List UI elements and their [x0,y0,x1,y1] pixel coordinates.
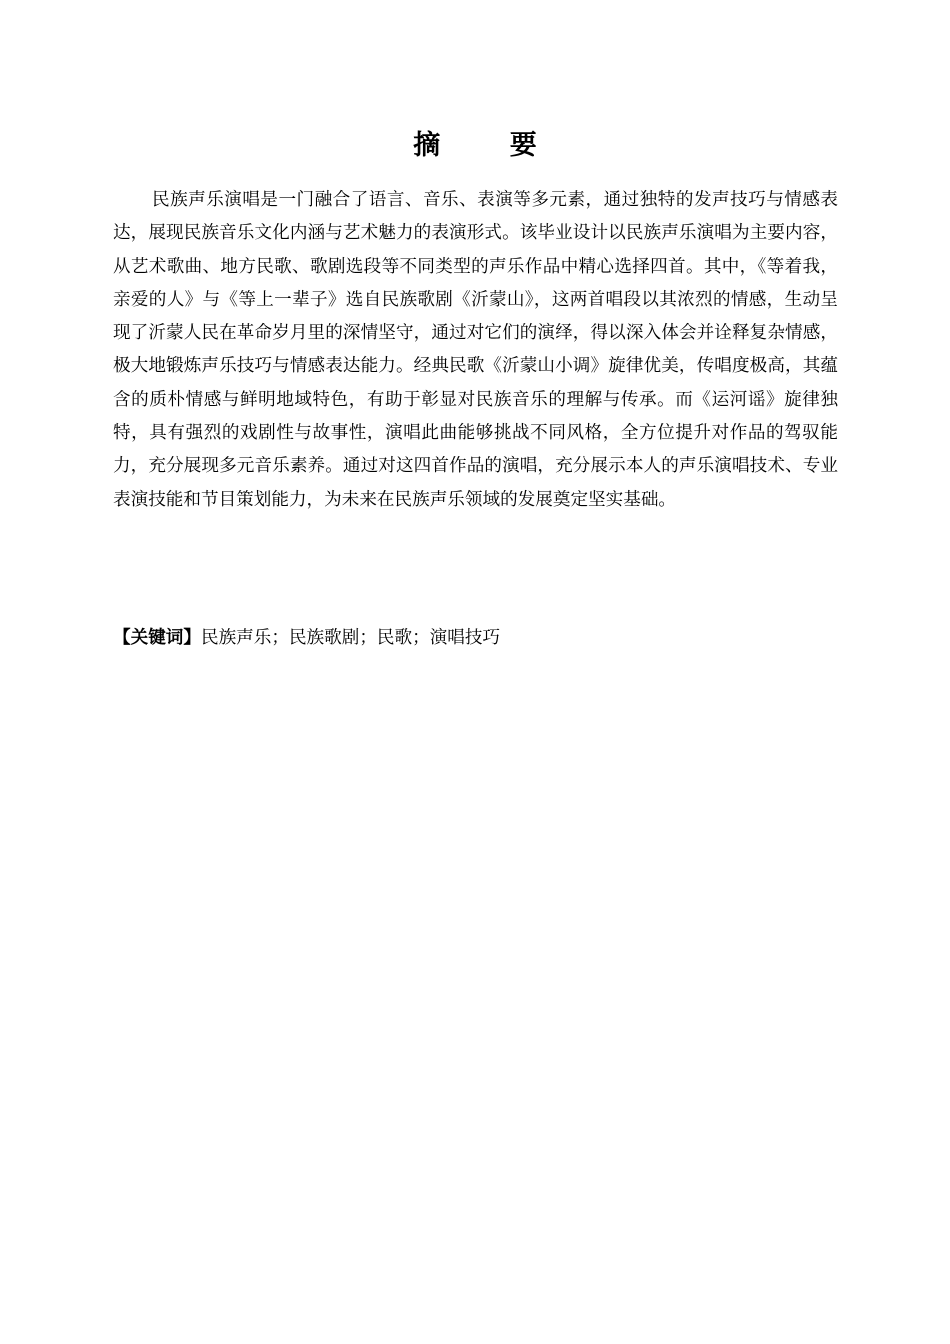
keywords-label: 【关键词】 [113,628,201,648]
page-title: 摘 要 [413,130,567,161]
abstract-paragraph: 民族声乐演唱是一门融合了语言、音乐、表演等多元素，通过独特的发声技巧与情感表达，展现民族音乐文化内涵与艺术魅力的表演形式。该毕业设计以民族声乐演唱为主要内容，从艺术歌曲、地方民歌、歌剧选段等不同类型的声乐作品中精心选择四首。其中，《等着我，亲爱的人》与《等上一辈子》选自民族歌剧《沂蒙山》，这两首唱段以其浓烈的情感，生动呈现了沂蒙人民在革命岁月里的深情坚守，通过对它们的演绎，得以深入体会并诠释复杂情感，极大地锻炼声乐技巧与情感表达能力。经典民歌《沂蒙山小调》旋律优美，传唱度极高，其蕴含的质朴情感与鲜明地域特色，有助于彰显对民族音乐的理解与传承。而《运河谣》旋律独特，具有强烈的戏剧性与故事性，演唱此曲能够挑战不同风格，全方位提升对作品的驾驭能力，充分展现多元音乐素养。通过对这四首作品的演唱，充分展示本人的声乐演唱技术、专业表演技能和节目策划能力，为未来在民族声乐领域的发展奠定坚实基础。 [113,190,838,510]
keywords-line [113,622,838,655]
keywords-text: 民族声乐；民族歌剧；民歌；演唱技巧 [200,628,501,648]
